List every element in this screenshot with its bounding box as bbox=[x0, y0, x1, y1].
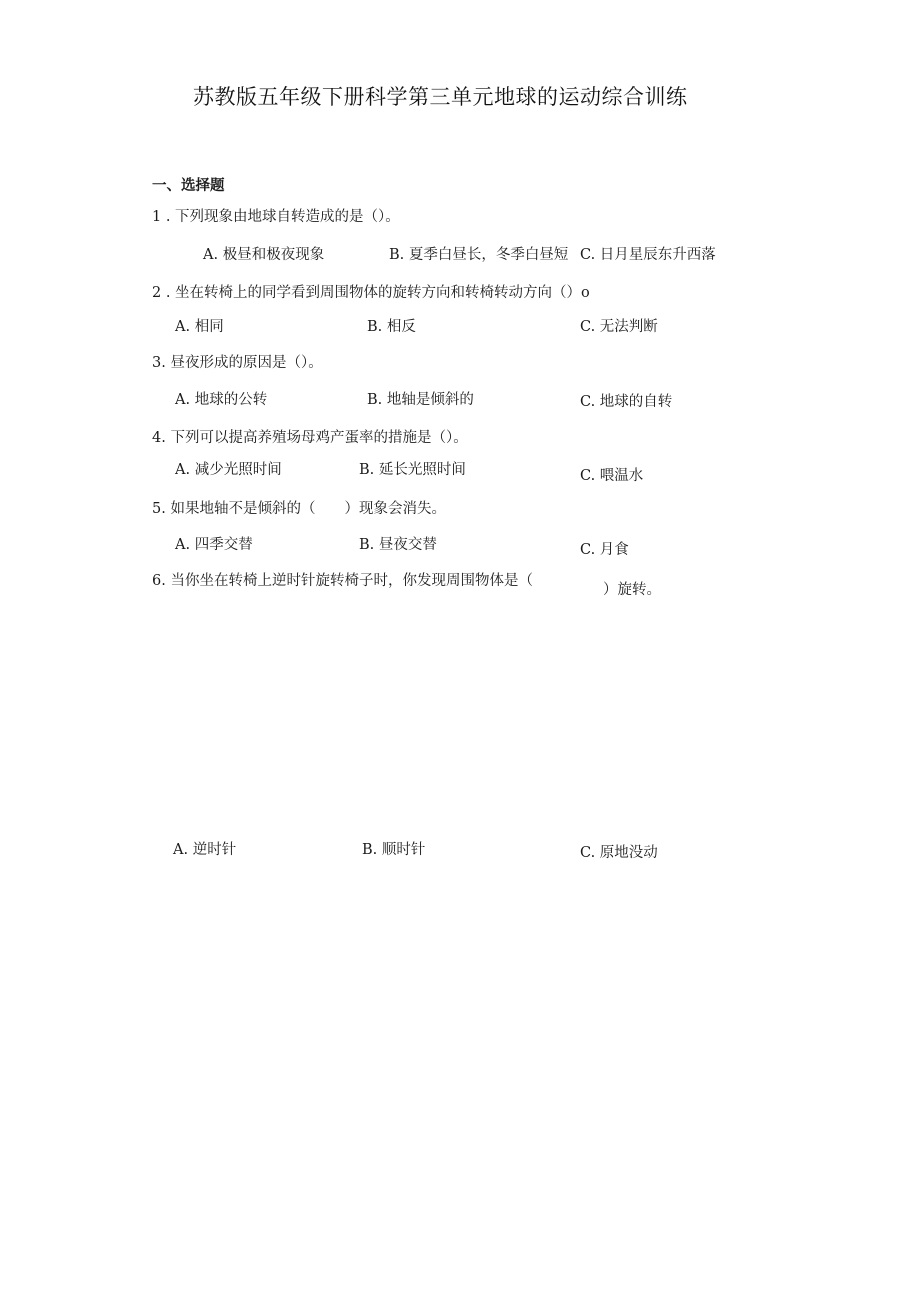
question-4-option-a: A. 减少光照时间 bbox=[175, 462, 282, 478]
question-4-option-c: C. 喂温水 bbox=[580, 468, 644, 484]
question-1-option-a: A. 极昼和极夜现象 bbox=[203, 247, 325, 263]
question-3-option-b: B. 地轴是倾斜的 bbox=[367, 392, 474, 408]
question-5-option-b: B. 昼夜交替 bbox=[359, 537, 437, 553]
question-2-text: 2 . 坐在转椅上的同学看到周围物体的旋转方向和转椅转动方向（）o bbox=[152, 285, 590, 301]
question-5-text: 5. 如果地轴不是倾斜的（ ）现象会消失。 bbox=[152, 501, 446, 517]
question-2-option-a: A. 相同 bbox=[175, 319, 224, 335]
question-2-option-b: B. 相反 bbox=[367, 319, 416, 335]
question-1-text: 1 . 下列现象由地球自转造成的是（）。 bbox=[152, 209, 400, 225]
question-6-text-end: ）旋转。 bbox=[603, 582, 661, 598]
section-heading: 一、选择题 bbox=[152, 178, 225, 194]
question-3-option-c: C. 地球的自转 bbox=[580, 394, 673, 410]
question-5-option-a: A. 四季交替 bbox=[175, 537, 253, 553]
question-5-option-c: C. 月食 bbox=[580, 542, 629, 558]
page-title: 苏教版五年级下册科学第三单元地球的运动综合训练 bbox=[193, 85, 688, 109]
question-4-option-b: B. 延长光照时间 bbox=[359, 462, 466, 478]
question-1-option-c: C. 日月星辰东升西落 bbox=[580, 247, 716, 263]
question-6-text: 6. 当你坐在转椅上逆时针旋转椅子时，你发现周围物体是（ bbox=[152, 573, 533, 589]
question-3-option-a: A. 地球的公转 bbox=[175, 392, 268, 408]
question-3-text: 3. 昼夜形成的原因是（）。 bbox=[152, 355, 323, 371]
question-1-option-b: B. 夏季白昼长，冬季白昼短 bbox=[389, 247, 569, 263]
question-6-option-a: A. 逆时针 bbox=[173, 842, 237, 858]
question-4-text: 4. 下列可以提高养殖场母鸡产蛋率的措施是（）。 bbox=[152, 430, 468, 446]
question-6-option-b: B. 顺时针 bbox=[362, 842, 426, 858]
question-6-option-c: C. 原地没动 bbox=[580, 845, 658, 861]
question-2-option-c: C. 无法判断 bbox=[580, 319, 658, 335]
